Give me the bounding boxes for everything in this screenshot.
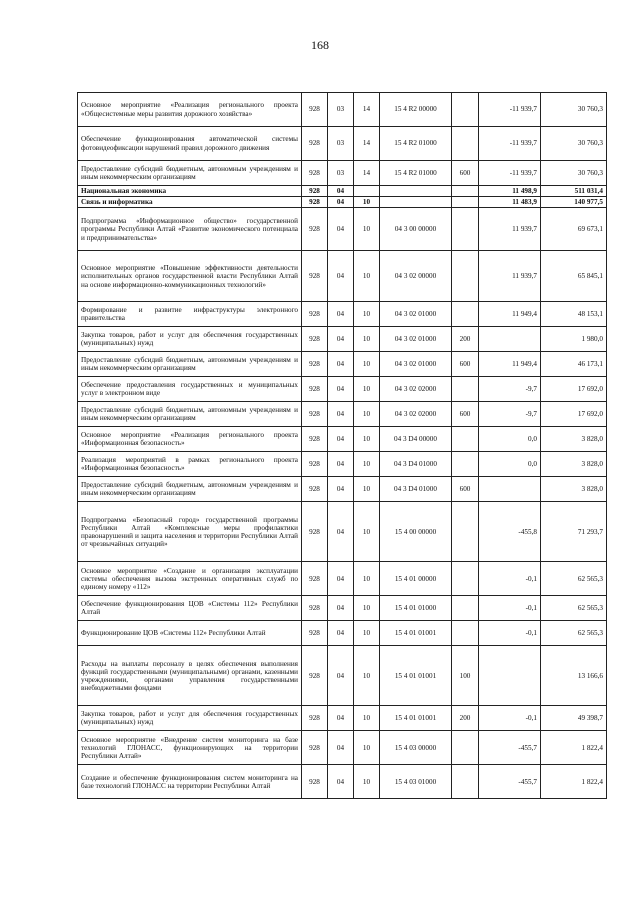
- section-code-cell: 04: [328, 402, 354, 427]
- total-amount-cell: 69 673,1: [541, 208, 607, 251]
- target-article-cell: [380, 186, 452, 197]
- subsection-code-cell: 10: [354, 596, 380, 621]
- expense-type-cell: 600: [452, 402, 479, 427]
- total-amount-cell: 30 760,3: [541, 127, 607, 161]
- subsection-code-cell: 10: [354, 208, 380, 251]
- expense-type-cell: [452, 502, 479, 562]
- table-row: [78, 251, 607, 302]
- ved-code-cell: 928: [302, 302, 328, 327]
- total-amount-cell: 3 828,0: [541, 477, 607, 502]
- change-amount-cell: -0,1: [479, 706, 541, 731]
- change-amount-cell: -11 939,7: [479, 93, 541, 127]
- subsection-code-cell: 10: [354, 251, 380, 302]
- subsection-code-cell: 10: [354, 352, 380, 377]
- total-amount-cell: 46 173,1: [541, 352, 607, 377]
- section-code-cell: 03: [328, 161, 354, 186]
- target-article-cell: 04 3 02 01000: [380, 302, 452, 327]
- page-number: 168: [311, 38, 329, 52]
- total-amount-cell: 3 828,0: [541, 452, 607, 477]
- total-amount-cell: 13 166,6: [541, 646, 607, 706]
- change-amount-cell: 11 498,9: [479, 186, 541, 197]
- total-amount-cell: 71 293,7: [541, 502, 607, 562]
- expense-type-cell: 600: [452, 352, 479, 377]
- subsection-code-cell: 10: [354, 327, 380, 352]
- table-row: [78, 706, 607, 731]
- table-row: [78, 302, 607, 327]
- table-row: [78, 562, 607, 596]
- total-amount-cell: 17 692,0: [541, 377, 607, 402]
- table-row: [78, 377, 607, 402]
- total-amount-cell: 30 760,3: [541, 93, 607, 127]
- total-amount-cell: 140 977,5: [541, 197, 607, 208]
- table-row: [78, 596, 607, 621]
- section-code-cell: 04: [328, 765, 354, 799]
- row-name-cell: Предоставление субсидий бюджетным, автономным учреждениям и иным некоммерческим организациям: [78, 161, 302, 186]
- subsection-code-cell: 10: [354, 302, 380, 327]
- target-article-cell: 04 3 02 01000: [380, 352, 452, 377]
- expense-type-cell: [452, 186, 479, 197]
- expense-type-cell: 200: [452, 706, 479, 731]
- row-name-cell: Подпрограмма «Безопасный город» государственной программы Республики Алтай «Комплексные меры профилактики правонарушений и защита населения и территории Республики Алтай от чрезвычайных ситуаций»: [78, 502, 302, 562]
- change-amount-cell: -0,1: [479, 562, 541, 596]
- ved-code-cell: 928: [302, 706, 328, 731]
- subsection-code-cell: 10: [354, 731, 380, 765]
- section-code-cell: 04: [328, 502, 354, 562]
- subsection-code-cell: 10: [354, 452, 380, 477]
- row-name-cell: Закупка товаров, работ и услуг для обеспечения государственных (муниципальных) нужд: [78, 327, 302, 352]
- target-article-cell: 15 4 R2 00000: [380, 93, 452, 127]
- ved-code-cell: 928: [302, 427, 328, 452]
- total-amount-cell: 1 822,4: [541, 731, 607, 765]
- total-amount-cell: 62 565,3: [541, 562, 607, 596]
- target-article-cell: 15 4 R2 01000: [380, 161, 452, 186]
- subsection-code-cell: 14: [354, 93, 380, 127]
- expense-type-cell: 600: [452, 161, 479, 186]
- change-amount-cell: 11 483,9: [479, 197, 541, 208]
- section-code-cell: 04: [328, 477, 354, 502]
- subsection-code-cell: 10: [354, 621, 380, 646]
- target-article-cell: [380, 197, 452, 208]
- target-article-cell: 15 4 01 01001: [380, 706, 452, 731]
- target-article-cell: 04 3 02 00000: [380, 251, 452, 302]
- row-name-cell: Предоставление субсидий бюджетным, автономным учреждениям и иным некоммерческим организациям: [78, 477, 302, 502]
- subsection-code-cell: 10: [354, 402, 380, 427]
- ved-code-cell: 928: [302, 161, 328, 186]
- row-name-cell: Обеспечение предоставления государственных и муниципальных услуг в электронном виде: [78, 377, 302, 402]
- change-amount-cell: 0,0: [479, 452, 541, 477]
- ved-code-cell: 928: [302, 477, 328, 502]
- section-code-cell: 04: [328, 706, 354, 731]
- section-code-cell: 04: [328, 621, 354, 646]
- section-code-cell: 04: [328, 251, 354, 302]
- table-row: [78, 327, 607, 352]
- row-name-cell: Основное мероприятие «Повышение эффективности деятельности исполнительных органов государственной власти Республики Алтай на основе информационно-коммуникационных технологий»: [78, 251, 302, 302]
- ved-code-cell: 928: [302, 596, 328, 621]
- row-name-cell: Национальная экономика: [78, 186, 302, 197]
- ved-code-cell: 928: [302, 377, 328, 402]
- table-row: [78, 452, 607, 477]
- total-amount-cell: 49 398,7: [541, 706, 607, 731]
- ved-code-cell: 928: [302, 93, 328, 127]
- ved-code-cell: 928: [302, 208, 328, 251]
- subsection-code-cell: 10: [354, 477, 380, 502]
- expense-type-cell: [452, 197, 479, 208]
- target-article-cell: 15 4 01 01001: [380, 646, 452, 706]
- change-amount-cell: -455,7: [479, 765, 541, 799]
- expense-type-cell: [452, 251, 479, 302]
- section-code-cell: 04: [328, 186, 354, 197]
- ved-code-cell: 928: [302, 327, 328, 352]
- section-code-cell: 04: [328, 427, 354, 452]
- target-article-cell: 04 3 D4 01000: [380, 452, 452, 477]
- table-row: [78, 197, 607, 208]
- table-row: [78, 186, 607, 197]
- total-amount-cell: 48 153,1: [541, 302, 607, 327]
- target-article-cell: 04 3 02 01000: [380, 327, 452, 352]
- section-code-cell: 04: [328, 302, 354, 327]
- row-name-cell: Основное мероприятие «Реализация регионального проекта «Информационная безопасность»: [78, 427, 302, 452]
- subsection-code-cell: 10: [354, 427, 380, 452]
- ved-code-cell: 928: [302, 562, 328, 596]
- target-article-cell: 15 4 01 00000: [380, 562, 452, 596]
- ved-code-cell: 928: [302, 197, 328, 208]
- ved-code-cell: 928: [302, 765, 328, 799]
- target-article-cell: 15 4 01 01001: [380, 621, 452, 646]
- section-code-cell: 04: [328, 352, 354, 377]
- expense-type-cell: [452, 731, 479, 765]
- change-amount-cell: -11 939,7: [479, 127, 541, 161]
- row-name-cell: Закупка товаров, работ и услуг для обеспечения государственных (муниципальных) нужд: [78, 706, 302, 731]
- section-code-cell: 04: [328, 731, 354, 765]
- row-name-cell: Предоставление субсидий бюджетным, автономным учреждениям и иным некоммерческим организациям: [78, 352, 302, 377]
- table-row: [78, 646, 607, 706]
- target-article-cell: 04 3 02 02000: [380, 402, 452, 427]
- subsection-code-cell: 10: [354, 562, 380, 596]
- target-article-cell: 04 3 00 00000: [380, 208, 452, 251]
- row-name-cell: Подпрограмма «Информационное общество» государственной программы Республики Алтай «Развитие экономического потенциала и предпринимательства»: [78, 208, 302, 251]
- table-row: [78, 731, 607, 765]
- change-amount-cell: 11 949,4: [479, 302, 541, 327]
- change-amount-cell: [479, 646, 541, 706]
- section-code-cell: 04: [328, 208, 354, 251]
- ved-code-cell: 928: [302, 251, 328, 302]
- row-name-cell: Формирование и развитие инфраструктуры электронного правительства: [78, 302, 302, 327]
- target-article-cell: 04 3 02 02000: [380, 377, 452, 402]
- expense-type-cell: 100: [452, 646, 479, 706]
- total-amount-cell: 1 822,4: [541, 765, 607, 799]
- row-name-cell: Связь и информатика: [78, 197, 302, 208]
- expense-type-cell: [452, 427, 479, 452]
- subsection-code-cell: 14: [354, 161, 380, 186]
- total-amount-cell: 511 031,4: [541, 186, 607, 197]
- subsection-code-cell: 10: [354, 197, 380, 208]
- total-amount-cell: 30 760,3: [541, 161, 607, 186]
- target-article-cell: 15 4 03 00000: [380, 731, 452, 765]
- section-code-cell: 04: [328, 452, 354, 477]
- change-amount-cell: -455,7: [479, 731, 541, 765]
- row-name-cell: Реализация мероприятий в рамках регионального проекта «Информационная безопасность»: [78, 452, 302, 477]
- expense-type-cell: [452, 377, 479, 402]
- table-row: [78, 427, 607, 452]
- ved-code-cell: 928: [302, 502, 328, 562]
- table-row: [78, 161, 607, 186]
- total-amount-cell: 3 828,0: [541, 427, 607, 452]
- change-amount-cell: [479, 477, 541, 502]
- subsection-code-cell: 10: [354, 377, 380, 402]
- total-amount-cell: 62 565,3: [541, 621, 607, 646]
- expense-type-cell: [452, 208, 479, 251]
- section-code-cell: 04: [328, 327, 354, 352]
- table-row: [78, 765, 607, 799]
- section-code-cell: 04: [328, 377, 354, 402]
- target-article-cell: 04 3 D4 00000: [380, 427, 452, 452]
- row-name-cell: Основное мероприятие «Создание и организация эксплуатации системы обеспечения вызова экстренных оперативных служб по единому номеру «112»: [78, 562, 302, 596]
- ved-code-cell: 928: [302, 127, 328, 161]
- section-code-cell: 04: [328, 596, 354, 621]
- row-name-cell: Обеспечение функционирования ЦОВ «Системы 112» Республики Алтай: [78, 596, 302, 621]
- change-amount-cell: 0,0: [479, 427, 541, 452]
- change-amount-cell: -9,7: [479, 377, 541, 402]
- table-row: [78, 621, 607, 646]
- expense-type-cell: 200: [452, 327, 479, 352]
- ved-code-cell: 928: [302, 731, 328, 765]
- section-code-cell: 04: [328, 197, 354, 208]
- total-amount-cell: 62 565,3: [541, 596, 607, 621]
- change-amount-cell: 11 939,7: [479, 208, 541, 251]
- expense-type-cell: [452, 562, 479, 596]
- total-amount-cell: 65 845,1: [541, 251, 607, 302]
- row-name-cell: Основное мероприятие «Внедрение систем мониторинга на базе технологий ГЛОНАСС, функционирующих на территории Республики Алтай»: [78, 731, 302, 765]
- table-row: [78, 352, 607, 377]
- table-row: [78, 402, 607, 427]
- row-name-cell: Обеспечение функционирования автоматической системы фотовидеофиксации нарушений правил дорожного движения: [78, 127, 302, 161]
- row-name-cell: Функционирование ЦОВ «Системы 112» Республики Алтай: [78, 621, 302, 646]
- target-article-cell: 15 4 00 00000: [380, 502, 452, 562]
- ved-code-cell: 928: [302, 452, 328, 477]
- change-amount-cell: [479, 327, 541, 352]
- change-amount-cell: 11 939,7: [479, 251, 541, 302]
- section-code-cell: 04: [328, 562, 354, 596]
- total-amount-cell: 17 692,0: [541, 402, 607, 427]
- row-name-cell: Предоставление субсидий бюджетным, автономным учреждениям и иным некоммерческим организациям: [78, 402, 302, 427]
- section-code-cell: 03: [328, 127, 354, 161]
- expense-type-cell: [452, 765, 479, 799]
- table-row: [78, 477, 607, 502]
- expense-type-cell: [452, 127, 479, 161]
- table-row: [78, 502, 607, 562]
- change-amount-cell: -0,1: [479, 621, 541, 646]
- target-article-cell: 15 4 01 01000: [380, 596, 452, 621]
- subsection-code-cell: 10: [354, 646, 380, 706]
- target-article-cell: 04 3 D4 01000: [380, 477, 452, 502]
- table-row: [78, 208, 607, 251]
- change-amount-cell: 11 949,4: [479, 352, 541, 377]
- expense-type-cell: [452, 302, 479, 327]
- expense-type-cell: [452, 452, 479, 477]
- change-amount-cell: -455,8: [479, 502, 541, 562]
- change-amount-cell: -0,1: [479, 596, 541, 621]
- ved-code-cell: 928: [302, 186, 328, 197]
- ved-code-cell: 928: [302, 621, 328, 646]
- total-amount-cell: 1 980,0: [541, 327, 607, 352]
- section-code-cell: 04: [328, 646, 354, 706]
- target-article-cell: 15 4 R2 01000: [380, 127, 452, 161]
- change-amount-cell: -9,7: [479, 402, 541, 427]
- ved-code-cell: 928: [302, 646, 328, 706]
- subsection-code-cell: 10: [354, 706, 380, 731]
- change-amount-cell: -11 939,7: [479, 161, 541, 186]
- row-name-cell: Основное мероприятие «Реализация регионального проекта «Общесистемные меры развития дорожного хозяйства»: [78, 93, 302, 127]
- expense-type-cell: [452, 621, 479, 646]
- subsection-code-cell: [354, 186, 380, 197]
- table-row: [78, 127, 607, 161]
- section-code-cell: 03: [328, 93, 354, 127]
- row-name-cell: Расходы на выплаты персоналу в целях обеспечения выполнения функций государственными (муниципальными) органами, казенными учреждениями, органами управления государственными внебюджетными фондами: [78, 646, 302, 706]
- subsection-code-cell: 10: [354, 765, 380, 799]
- row-name-cell: Создание и обеспечение функционирования систем мониторинга на базе технологий ГЛОНАСС на территории Республики Алтай: [78, 765, 302, 799]
- ved-code-cell: 928: [302, 352, 328, 377]
- target-article-cell: 15 4 03 01000: [380, 765, 452, 799]
- expense-type-cell: [452, 596, 479, 621]
- expense-type-cell: 600: [452, 477, 479, 502]
- subsection-code-cell: 14: [354, 127, 380, 161]
- table-row: [78, 93, 607, 127]
- ved-code-cell: 928: [302, 402, 328, 427]
- subsection-code-cell: 10: [354, 502, 380, 562]
- expense-type-cell: [452, 93, 479, 127]
- budget-table: [77, 92, 607, 799]
